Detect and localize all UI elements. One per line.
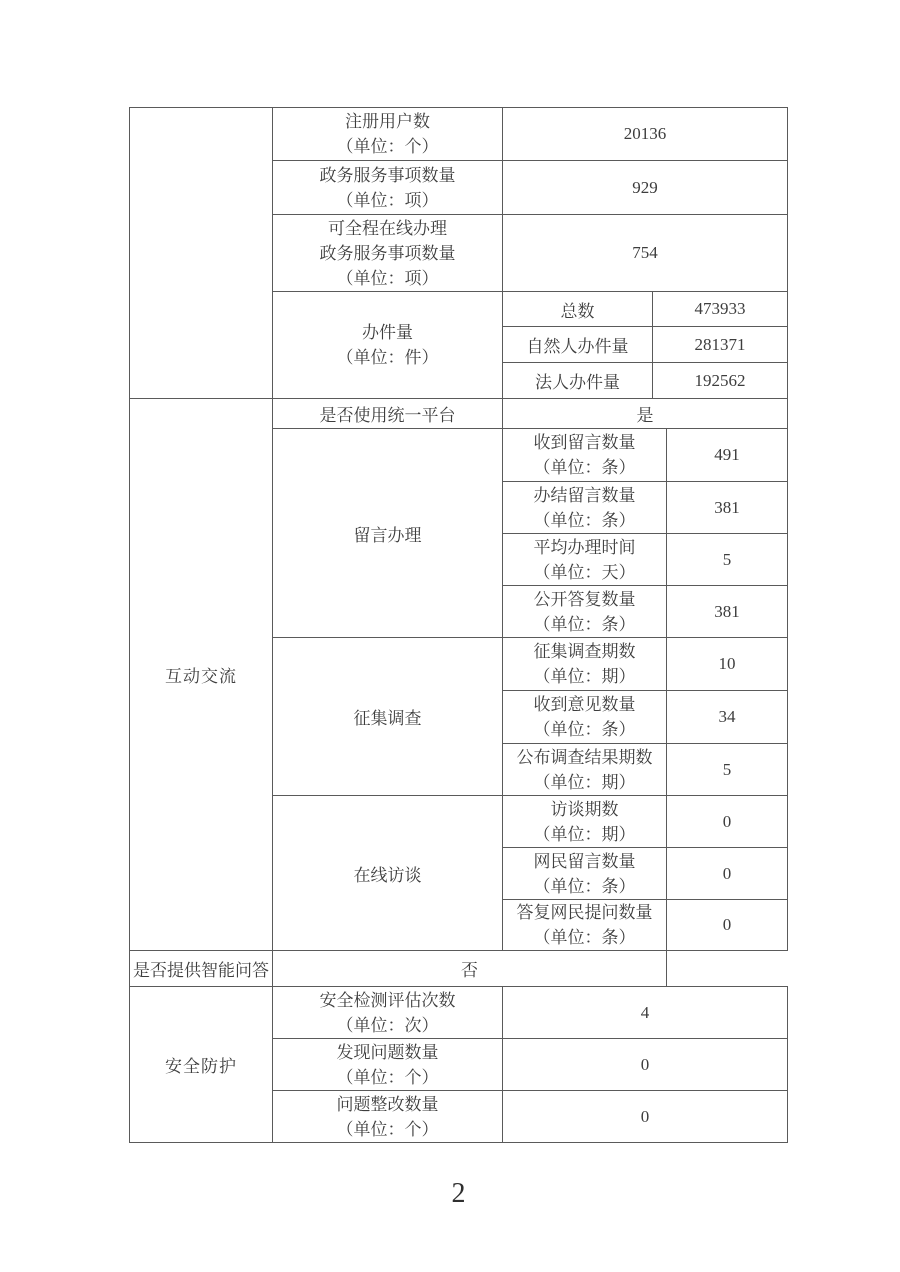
label-text: 办结留言数量 bbox=[533, 485, 636, 505]
group-label-online-interview: 在线访谈 bbox=[273, 796, 503, 951]
label-text: 安全检测评估次数 bbox=[319, 990, 456, 1010]
unit-text: （单位：天） bbox=[533, 562, 636, 582]
table-row bbox=[130, 951, 788, 987]
unit-text: （单位：期） bbox=[533, 772, 636, 792]
label-text: 收到意见数量 bbox=[533, 695, 636, 714]
sublabel-opinions-received bbox=[503, 691, 667, 744]
statistics-table bbox=[129, 107, 788, 1143]
unit-text: （单位：条） bbox=[533, 458, 636, 477]
unit-text: （单位：次） bbox=[336, 1015, 439, 1035]
unit-text: （单位：条） bbox=[533, 720, 636, 739]
label-text: 政务服务事项数量 bbox=[319, 243, 456, 263]
unit-text: （单位：个） bbox=[336, 137, 439, 156]
category-cell-empty bbox=[130, 108, 273, 399]
value-smart-qa: 否 bbox=[273, 951, 667, 987]
label-text: 办件量 bbox=[362, 323, 413, 342]
value-security-assessments: 4 bbox=[503, 987, 788, 1039]
value-unified-platform: 是 bbox=[503, 399, 788, 429]
value-public-replies: 381 bbox=[667, 586, 788, 638]
value-problems-found: 0 bbox=[503, 1039, 788, 1091]
label-text: 收到留言数量 bbox=[533, 433, 636, 452]
label-text: 可全程在线办理 bbox=[328, 218, 447, 238]
category-cell-interaction: 互动交流 bbox=[130, 399, 273, 951]
group-label-survey: 征集调查 bbox=[273, 638, 503, 796]
value-legal-person: 192562 bbox=[653, 363, 788, 399]
sublabel-questions-answered bbox=[503, 900, 667, 951]
label-online-service-items bbox=[273, 215, 503, 292]
page-number: 2 bbox=[451, 1178, 466, 1209]
label-problems-found bbox=[273, 1039, 503, 1091]
sublabel-total: 总数 bbox=[503, 292, 653, 327]
table-row bbox=[130, 108, 788, 161]
sublabel-results-published bbox=[503, 744, 667, 796]
label-text: 公开答复数量 bbox=[533, 589, 636, 609]
sublabel-public-replies bbox=[503, 586, 667, 638]
label-text: 平均办理时间 bbox=[533, 537, 636, 557]
unit-text: （单位：条） bbox=[533, 614, 636, 634]
value-problems-fixed: 0 bbox=[503, 1091, 788, 1143]
label-text: 问题整改数量 bbox=[336, 1094, 439, 1114]
sublabel-messages-completed bbox=[503, 482, 667, 534]
label-text: 访谈期数 bbox=[550, 799, 619, 819]
value-opinions-received: 34 bbox=[667, 691, 788, 744]
unit-text: （单位：条） bbox=[533, 928, 636, 947]
value-survey-periods: 10 bbox=[667, 638, 788, 691]
label-text: 网民留言数量 bbox=[533, 851, 636, 871]
unit-text: （单位：个） bbox=[336, 1067, 439, 1087]
value-questions-answered: 0 bbox=[667, 900, 788, 951]
label-problems-fixed bbox=[273, 1091, 503, 1143]
value-netizen-messages: 0 bbox=[667, 848, 788, 900]
unit-text: （单位：期） bbox=[533, 824, 636, 844]
label-text: 征集调查期数 bbox=[533, 642, 636, 661]
sublabel-messages-received bbox=[503, 429, 667, 482]
sublabel-average-handling-time bbox=[503, 534, 667, 586]
unit-text: （单位：件） bbox=[336, 348, 439, 367]
sublabel-interview-periods bbox=[503, 796, 667, 848]
group-label-message-handling: 留言办理 bbox=[273, 429, 503, 638]
value-messages-received: 491 bbox=[667, 429, 788, 482]
sublabel-netizen-messages bbox=[503, 848, 667, 900]
unit-text: （单位：条） bbox=[533, 510, 636, 530]
label-text: 答复网民提问数量 bbox=[516, 903, 653, 922]
unit-text: （单位：个） bbox=[336, 1119, 439, 1139]
label-security-assessments bbox=[273, 987, 503, 1039]
label-registered-users bbox=[273, 108, 503, 161]
label-smart-qa: 是否提供智能问答 bbox=[130, 951, 273, 987]
label-unified-platform: 是否使用统一平台 bbox=[273, 399, 503, 429]
unit-text: （单位：项） bbox=[336, 190, 439, 210]
sublabel-survey-periods bbox=[503, 638, 667, 691]
label-text: 政务服务事项数量 bbox=[319, 165, 456, 185]
sublabel-legal-person: 法人办件量 bbox=[503, 363, 653, 399]
sublabel-natural-person: 自然人办件量 bbox=[503, 327, 653, 363]
label-text: 注册用户数 bbox=[345, 112, 430, 131]
unit-text: （单位：期） bbox=[533, 667, 636, 686]
label-text: 公布调查结果期数 bbox=[516, 747, 653, 767]
label-case-volume bbox=[273, 292, 503, 399]
value-natural-person: 281371 bbox=[653, 327, 788, 363]
label-service-items bbox=[273, 161, 503, 215]
value-messages-completed: 381 bbox=[667, 482, 788, 534]
unit-text: （单位：项） bbox=[336, 268, 439, 288]
value-registered-users: 20136 bbox=[503, 108, 788, 161]
table-row bbox=[130, 399, 788, 429]
value-results-published: 5 bbox=[667, 744, 788, 796]
unit-text: （单位：条） bbox=[533, 876, 636, 896]
value-interview-periods: 0 bbox=[667, 796, 788, 848]
value-online-service-items: 754 bbox=[503, 215, 788, 292]
value-total: 473933 bbox=[653, 292, 788, 327]
table-row bbox=[130, 987, 788, 1039]
value-service-items: 929 bbox=[503, 161, 788, 215]
label-text: 发现问题数量 bbox=[336, 1042, 439, 1062]
category-cell-security: 安全防护 bbox=[130, 987, 273, 1143]
value-average-handling-time: 5 bbox=[667, 534, 788, 586]
